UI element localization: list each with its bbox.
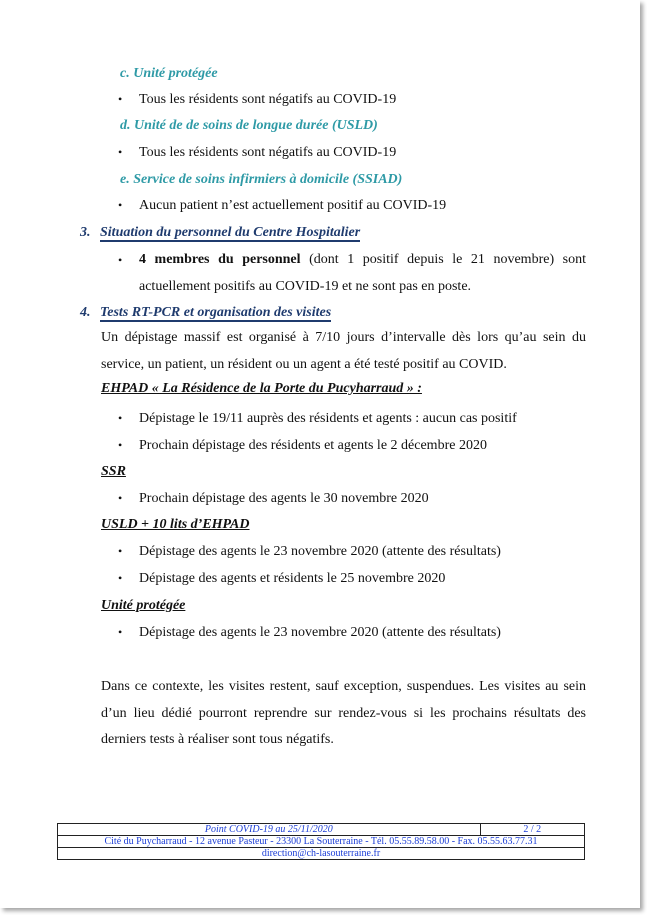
section-3-bullet <box>118 247 586 300</box>
group-heading-ehpad: EHPAD « La Résidence de la Porte du Pucyharraud » : <box>101 381 422 396</box>
bullet-text: Prochain dépistage des résidents et agents le 2 décembre 2020 <box>139 438 487 453</box>
bullet-icon: • <box>118 438 123 452</box>
group-unite-protegee-bullet <box>118 625 501 641</box>
section-title: Situation du personnel du Centre Hospitalier <box>100 225 361 240</box>
group-usld-bullet <box>118 544 501 560</box>
bullet-text: Dépistage des agents le 23 novembre 2020 (attente des résultats) <box>139 625 501 640</box>
item-c-bullet <box>118 92 396 108</box>
group-heading-ssr: SSR <box>101 464 126 479</box>
bullet-icon: • <box>118 491 123 505</box>
bullet-icon: • <box>118 145 123 159</box>
group-ssr-bullet <box>118 491 429 507</box>
footer-document-title: Point COVID-19 au 25/11/2020 <box>58 824 481 836</box>
bullet-icon: • <box>118 544 123 558</box>
section-4-heading <box>80 305 331 321</box>
section-number: 4. <box>80 305 91 320</box>
bullet-text: Dépistage des agents le 23 novembre 2020 (attente des résultats) <box>139 544 501 559</box>
bullet-icon: • <box>118 411 123 425</box>
section-3-heading <box>80 225 360 241</box>
group-heading-usld: USLD + 10 lits d’EHPAD <box>101 517 250 532</box>
section-number: 3. <box>80 225 91 240</box>
footer-email: direction@ch-lasouterraine.fr <box>58 848 585 860</box>
footer-page-number: 2 / 2 <box>480 824 584 836</box>
item-c-title: c. Unité protégée <box>120 66 218 81</box>
bullet-text: Prochain dépistage des agents le 30 novembre 2020 <box>139 491 429 506</box>
bullet-text: Dépistage le 19/11 auprès des résidents et agents : aucun cas positif <box>139 411 517 426</box>
bullet-icon: • <box>118 92 123 106</box>
conclusion-paragraph: Dans ce contexte, les visites restent, sauf exception, suspendues. Les visites au sein d’un lieu dédié pourront reprendre sur rendez-vous si les prochains résultats des derniers tests à réaliser sont tous négatifs. <box>101 679 586 747</box>
staff-count: 4 membres du personnel <box>139 252 301 267</box>
bullet-text: Dépistage des agents et résidents le 25 novembre 2020 <box>139 571 446 586</box>
bullet-icon: • <box>118 571 123 585</box>
item-d-bullet <box>118 145 396 161</box>
bullet-text: Aucun patient n’est actuellement positif au COVID-19 <box>139 198 447 213</box>
section-4-intro: Un dépistage massif est organisé à 7/10 jours d’intervalle dès lors qu’au sein du service, un patient, un résident ou un agent a été testé positif au COVID. <box>101 330 586 372</box>
item-d-title: d. Unité de de soins de longue durée (USLD) <box>120 118 378 133</box>
staff-detail: (dont 1 positif depuis le 21 novembre) sont actuellement positifs au COVID-19 et ne sont pas en poste. <box>139 252 587 294</box>
group-usld-bullet <box>118 571 445 587</box>
bullet-icon: • <box>118 198 123 212</box>
group-heading-unite-protegee: Unité protégée <box>101 598 186 613</box>
bullet-text: Tous les résidents sont négatifs au COVID-19 <box>139 92 397 107</box>
footer-address: Cité du Puycharraud - 12 avenue Pasteur - 23300 La Souterraine - Tél. 05.55.89.58.00 - Fax. 05.55.63.77.31 <box>58 836 585 848</box>
group-ehpad-bullet <box>118 438 487 454</box>
page-footer <box>57 823 585 860</box>
item-e-title: e. Service de soins infirmiers à domicile (SSIAD) <box>120 172 403 187</box>
item-e-bullet <box>118 198 446 214</box>
group-ehpad-bullet <box>118 411 517 427</box>
bullet-text: Tous les résidents sont négatifs au COVID-19 <box>139 145 397 160</box>
section-title: Tests RT-PCR et organisation des visites <box>100 305 332 320</box>
bullet-icon: • <box>118 253 123 267</box>
bullet-icon: • <box>118 625 123 639</box>
